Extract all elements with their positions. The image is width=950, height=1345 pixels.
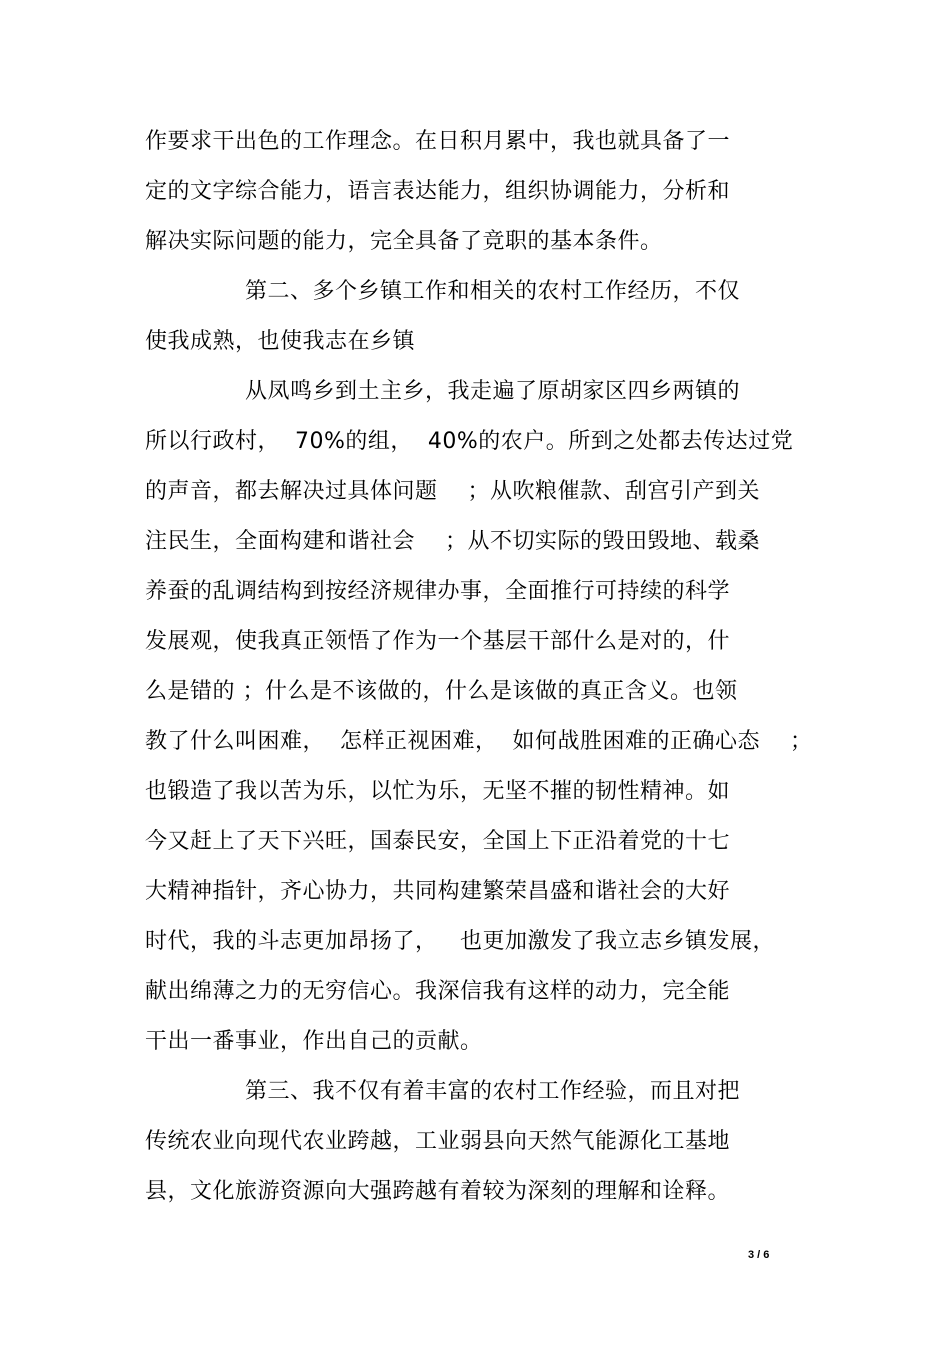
- text-line: 的声音，都去解决过具体问题 ；从吹粮催款、刮宫引产到关: [145, 479, 760, 504]
- text-line: 时代，我的斗志更加昂扬了， 也更加激发了我立志乡镇发展，: [145, 929, 775, 954]
- text-line: 养蚕的乱调结构到按经济规律办事，全面推行可持续的科学: [145, 579, 731, 604]
- text-line: 注民生，全面构建和谐社会 ；从不切实际的毁田毁地、载桑: [145, 529, 760, 554]
- text-line: 使我成熟，也使我志在乡镇: [145, 329, 416, 354]
- text-line: 作要求干出色的工作理念。在日积月累中，我也就具备了一: [145, 129, 731, 154]
- text-line: 解决实际问题的能力，完全具备了竞职的基本条件。: [145, 229, 663, 254]
- page-number: 3 / 6: [748, 1249, 770, 1261]
- paragraph-start-line: 从凤鸣乡到土主乡，我走遍了原胡家区四乡两镇的: [245, 379, 741, 404]
- text-line: 传统农业向现代农业跨越，工业弱县向天然气能源化工基地: [145, 1129, 731, 1154]
- text-line: 发展观，使我真正领悟了作为一个基层干部什么是对的，什: [145, 629, 731, 654]
- paragraph-start-line: 第三、我不仅有着丰富的农村工作经验，而且对把: [245, 1079, 741, 1104]
- text-line: 大精神指针，齐心协力，共同构建繁荣昌盛和谐社会的大好: [145, 879, 731, 904]
- text-line: 干出一番事业，作出自己的贡献。: [145, 1029, 483, 1054]
- text-line: 也锻造了我以苦为乐，以忙为乐，无坚不摧的韧性精神。如: [145, 779, 731, 804]
- text-line: 献出绵薄之力的无穷信心。我深信我有这样的动力，完全能: [145, 979, 731, 1004]
- text-line: 今又赶上了天下兴旺，国泰民安，全国上下正沿着党的十七: [145, 829, 731, 854]
- text-line: 么是错的 ；什么是不该做的，什么是该做的真正含义。也领: [145, 679, 738, 704]
- text-line: 所以行政村， 70%的组， 40%的农户。所到之处都去传达过党: [145, 429, 794, 454]
- text-line: 教了什么叫困难， 怎样正视困难， 如何战胜困难的正确心态 ；: [145, 729, 813, 754]
- text-line: 定的文字综合能力，语言表达能力，组织协调能力，分析和: [145, 179, 731, 204]
- paragraph-start-line: 第二、多个乡镇工作和相关的农村工作经历，不仅: [245, 279, 741, 304]
- text-line: 县，文化旅游资源向大强跨越有着较为深刻的理解和诠释。: [145, 1179, 731, 1204]
